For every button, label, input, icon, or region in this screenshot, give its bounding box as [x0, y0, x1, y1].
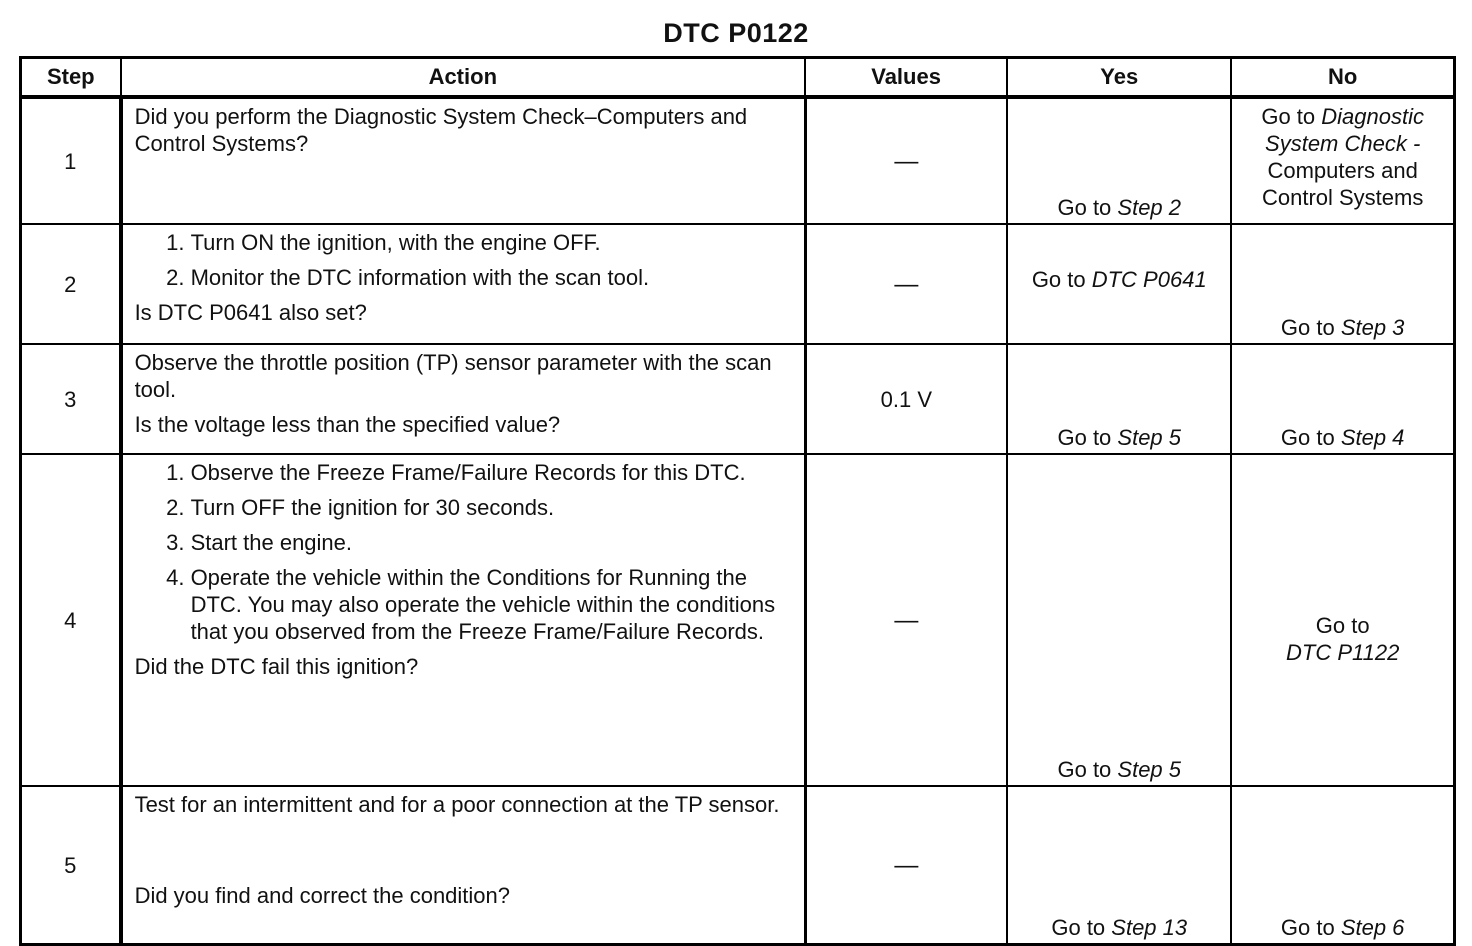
action-step-item: 2. Turn OFF the ignition for 30 seconds.	[191, 494, 798, 521]
value-cell	[805, 97, 1007, 224]
diagnostic-table	[19, 56, 1456, 946]
action-cell	[121, 224, 805, 344]
yes-prefix: Go to	[1057, 757, 1118, 782]
action-question: Is DTC P0641 also set?	[134, 300, 367, 325]
yes-target-link[interactable]: Step 5	[1117, 425, 1182, 450]
yes-target-link[interactable]: Step 13	[1111, 915, 1188, 940]
header-yes: Yes	[1007, 58, 1231, 98]
yes-cell	[1007, 454, 1231, 786]
action-cell	[121, 454, 805, 786]
yes-cell	[1007, 224, 1231, 344]
action-steps-list	[135, 229, 798, 291]
action-question: Did the DTC fail this ignition?	[134, 654, 419, 679]
no-target-link[interactable]: Step 4	[1340, 425, 1405, 450]
yes-cell	[1007, 97, 1231, 224]
yes-prefix: Go to	[1031, 266, 1092, 292]
table-row	[21, 224, 1455, 344]
header-row	[21, 58, 1455, 98]
value-text: 0.1 V	[880, 386, 933, 412]
value-text: —	[894, 606, 919, 634]
step-number: 5	[21, 786, 121, 945]
action-cell	[121, 97, 805, 224]
action-text: Did you perform the Diagnostic System Check–Computers and Control Systems?	[134, 104, 748, 156]
no-target-link[interactable]: Step 6	[1340, 915, 1405, 940]
value-text: —	[894, 147, 919, 175]
value-text: —	[894, 851, 919, 879]
value-text: —	[894, 270, 919, 298]
step-number: 4	[21, 454, 121, 786]
action-question: Did you find and correct the condition?	[134, 883, 511, 908]
no-target-link[interactable]: Diagnostic System Check -	[1265, 104, 1424, 156]
table-row	[21, 344, 1455, 454]
table-row	[21, 97, 1455, 224]
header-action: Action	[121, 58, 805, 98]
step-number: 2	[21, 224, 121, 344]
yes-prefix: Go to	[1057, 195, 1118, 220]
action-step-item: 1. Turn ON the ignition, with the engine OFF.	[191, 229, 798, 256]
no-target-link[interactable]: Step 3	[1340, 315, 1405, 340]
action-cell	[121, 786, 805, 945]
document-title: DTC P0122	[663, 18, 809, 48]
action-step-item: 3. Start the engine.	[191, 529, 798, 556]
table-row	[21, 454, 1455, 786]
action-cell	[121, 344, 805, 454]
value-cell	[805, 344, 1007, 454]
no-target-link[interactable]: DTC P1122	[1286, 640, 1400, 665]
yes-prefix: Go to	[1051, 915, 1112, 940]
step-number: 1	[21, 97, 121, 224]
step-number: 3	[21, 344, 121, 454]
no-cell	[1231, 97, 1454, 224]
action-steps-list	[135, 459, 798, 645]
no-suffix: Computers and Control Systems	[1261, 158, 1424, 210]
no-prefix: Go to	[1261, 104, 1322, 129]
no-cell	[1231, 786, 1454, 945]
no-cell	[1231, 344, 1454, 454]
yes-target-link[interactable]: Step 5	[1117, 757, 1182, 782]
action-question: Is the voltage less than the specified value?	[134, 412, 561, 437]
action-text: Observe the throttle position (TP) sensor parameter with the scan tool.	[134, 350, 772, 402]
value-cell	[805, 224, 1007, 344]
no-prefix: Go to	[1280, 915, 1341, 940]
no-cell	[1231, 454, 1454, 786]
value-cell	[805, 786, 1007, 945]
yes-target-link[interactable]: DTC P0641	[1091, 266, 1207, 292]
no-cell	[1231, 224, 1454, 344]
action-step-item: 1. Observe the Freeze Frame/Failure Records for this DTC.	[191, 459, 798, 486]
no-prefix: Go to	[1280, 425, 1341, 450]
yes-target-link[interactable]: Step 2	[1117, 195, 1182, 220]
header-no: No	[1231, 58, 1454, 98]
no-prefix: Go to	[1280, 315, 1341, 340]
header-values: Values	[805, 58, 1007, 98]
action-step-item: 4. Operate the vehicle within the Conditions for Running the DTC. You may also operate the vehicle within the conditions that you observed from the Freeze Frame/Failure Records.	[191, 564, 798, 645]
yes-cell	[1007, 786, 1231, 945]
action-step-item: 2. Monitor the DTC information with the scan tool.	[191, 264, 798, 291]
yes-prefix: Go to	[1057, 425, 1118, 450]
yes-cell	[1007, 344, 1231, 454]
action-text: Test for an intermittent and for a poor connection at the TP sensor.	[134, 792, 780, 817]
table-row	[21, 786, 1455, 945]
value-cell	[805, 454, 1007, 786]
no-prefix: Go to	[1315, 613, 1370, 638]
header-step: Step	[21, 58, 121, 98]
